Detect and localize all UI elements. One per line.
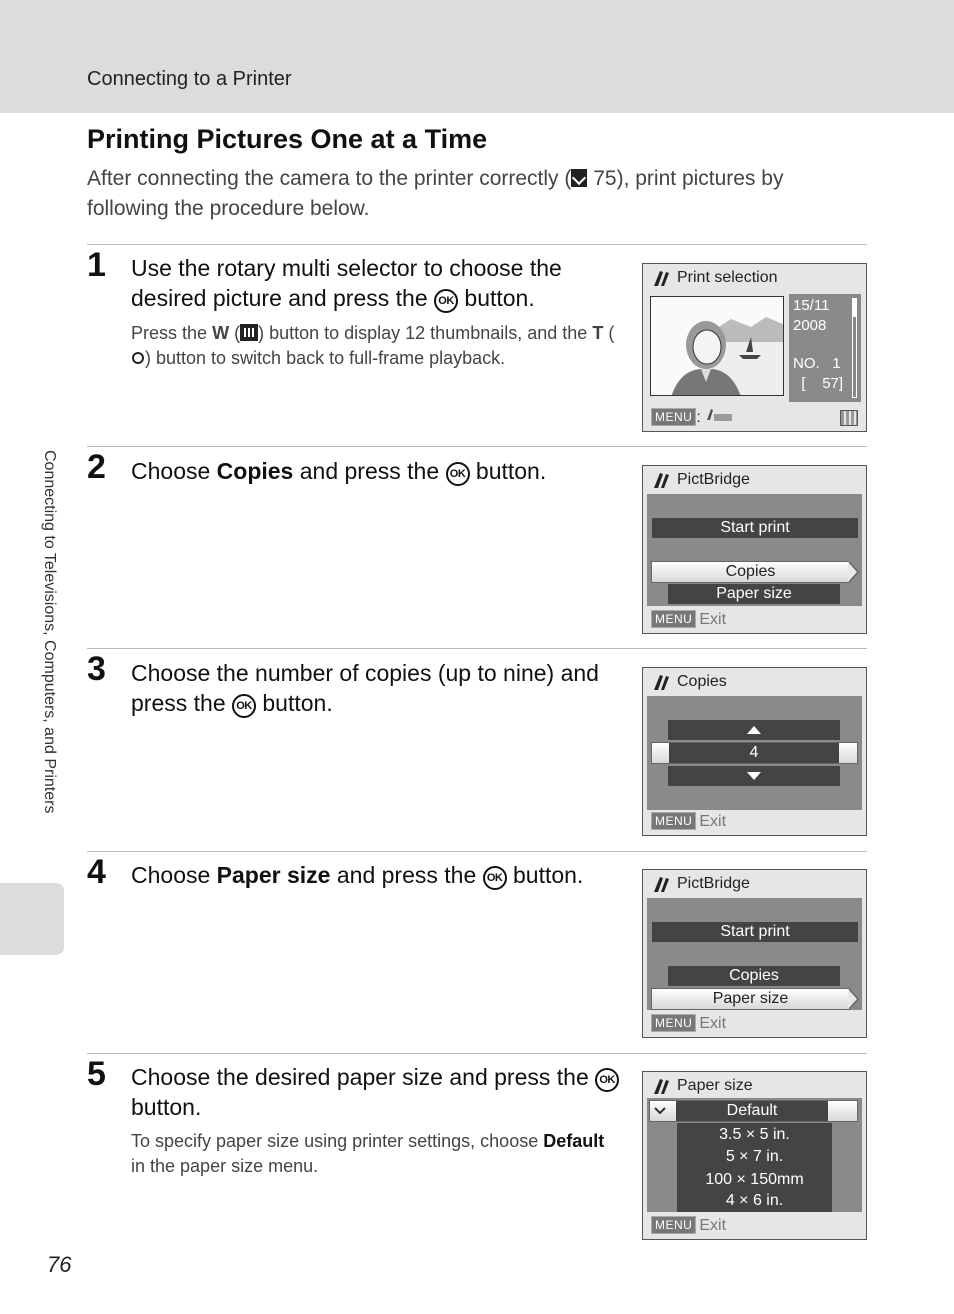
- w-zoom-label: W: [212, 323, 230, 343]
- step-1-text: Use the rotary multi selector to choose the desired picture and press the: [131, 255, 562, 311]
- pictbridge-icon: [652, 672, 670, 692]
- step-text-end: button.: [513, 862, 584, 888]
- screen-footer: [651, 1014, 726, 1033]
- section-label: Connecting to a Printer: [87, 68, 292, 90]
- step-keyword: Paper size: [216, 862, 331, 888]
- note-text: ) button to display 12 thumbnails, and the: [258, 323, 588, 343]
- screen-title: Print selection: [677, 269, 778, 286]
- menu-item-copies[interactable]: Copies: [668, 966, 840, 986]
- step-5-instruction: [131, 1062, 621, 1122]
- paper-size-option[interactable]: 5 × 7 in.: [725, 1148, 784, 1165]
- exit-label: Exit: [699, 813, 727, 830]
- copies-value: 4: [669, 743, 839, 763]
- step-1-text-end: button.: [464, 285, 535, 311]
- step-divider: [87, 244, 867, 245]
- ok-button-icon: OK: [434, 289, 458, 313]
- thumbnail-photo: [650, 296, 784, 396]
- menu-item-start-print[interactable]: Start print: [652, 922, 858, 942]
- portrait-photo-icon: [651, 297, 784, 396]
- paper-size-list: [647, 1098, 862, 1212]
- step-text: and press the: [336, 862, 477, 888]
- pictbridge-icon: [652, 470, 670, 490]
- menu-panel: [647, 898, 862, 1010]
- page-number: 76: [47, 1252, 72, 1277]
- exit-label: Exit: [699, 1015, 727, 1032]
- step-text-end: button.: [131, 1094, 202, 1120]
- screen-footer: [651, 1216, 726, 1235]
- step-divider: [87, 648, 867, 649]
- print-count-bracket: [: [801, 375, 806, 392]
- magnify-icon: [132, 352, 144, 364]
- ok-button-icon: OK: [595, 1068, 619, 1092]
- step-number: 3: [87, 650, 106, 688]
- copies-panel: [647, 696, 862, 810]
- paper-size-option[interactable]: 4 × 6 in.: [725, 1192, 784, 1209]
- intro-text-end: ), print pictures by following the procedure below.: [87, 167, 784, 220]
- t-zoom-label: T: [592, 323, 604, 343]
- step-text: and press the: [299, 458, 440, 484]
- camera-screen-print-selection: [642, 263, 867, 432]
- thumbnail-grid-icon: [840, 410, 858, 426]
- side-chapter-label: [36, 450, 66, 870]
- menu-item-start-print[interactable]: Start print: [652, 518, 858, 538]
- selection-arrow-icon: [849, 988, 859, 1010]
- menu-panel: [647, 494, 862, 606]
- step-3-instruction: [131, 658, 621, 718]
- increase-button[interactable]: [668, 720, 840, 740]
- step-text-end: button.: [475, 458, 547, 484]
- step-number: 4: [87, 853, 106, 891]
- menu-button-icon: MENU: [651, 1014, 696, 1032]
- paper-size-option[interactable]: 100 × 150mm: [705, 1171, 804, 1188]
- menu-button-icon: MENU: [651, 610, 696, 628]
- print-year: 2008: [793, 317, 827, 334]
- arrow-down-icon: [747, 772, 761, 780]
- menu-item-paper-size[interactable]: Paper size: [651, 988, 850, 1010]
- step-number: 5: [87, 1055, 106, 1093]
- thumbnail-icon: [240, 324, 258, 341]
- step-1-instruction: [131, 253, 621, 313]
- ok-button-icon: OK: [446, 462, 470, 486]
- camera-screen-pictbridge-copies: [642, 465, 867, 634]
- footer-separator: :: [696, 409, 701, 426]
- selection-arrow-icon: [849, 561, 859, 583]
- camera-screen-pictbridge-paper-size: [642, 869, 867, 1038]
- page-title: Printing Pictures One at a Time: [87, 124, 488, 154]
- screen-title: PictBridge: [677, 471, 750, 488]
- paper-size-default-row[interactable]: [649, 1100, 858, 1122]
- pictbridge-icon: [652, 874, 670, 894]
- menu-button-icon: MENU: [651, 812, 696, 830]
- step-number: 1: [87, 246, 106, 284]
- step-divider: [87, 1053, 867, 1054]
- step-text: Choose the desired paper size and press the: [131, 1064, 589, 1090]
- side-chapter-tab: [0, 883, 64, 955]
- chevron-down-icon: [654, 1107, 666, 1115]
- step-text: Choose: [131, 862, 211, 888]
- print-count-value: 57]: [822, 375, 844, 392]
- step-divider: [87, 851, 867, 852]
- intro-paragraph: [87, 164, 847, 224]
- step-text: Choose: [131, 458, 211, 484]
- print-number-row: [793, 354, 857, 374]
- side-chapter-text: Connecting to Televisions, Computers, and Printers: [41, 450, 58, 814]
- step-4-instruction: [131, 860, 621, 890]
- exit-label: Exit: [699, 611, 727, 628]
- intro-text: After connecting the camera to the printer correctly (: [87, 167, 572, 190]
- note-keyword: Default: [543, 1131, 605, 1151]
- screen-title: PictBridge: [677, 875, 750, 892]
- note-text: ) button to switch back to full-frame playback.: [145, 348, 506, 368]
- print-date: 15/11: [793, 297, 830, 314]
- step-text-end: button.: [262, 690, 333, 716]
- step-1-note: [131, 321, 621, 371]
- pictbridge-icon: [652, 268, 670, 288]
- step-number: 2: [87, 448, 106, 486]
- screen-footer: [651, 406, 733, 427]
- pictbridge-icon: [652, 1076, 670, 1096]
- screen-title: Copies: [677, 673, 727, 690]
- step-keyword: Copies: [216, 458, 294, 484]
- screen-footer: [651, 610, 726, 629]
- print-menu-icon: [705, 406, 733, 422]
- header-band: [0, 0, 954, 113]
- exit-label: Exit: [699, 1217, 727, 1234]
- print-count-row: [793, 374, 857, 394]
- print-number-value: 1: [832, 355, 841, 372]
- copies-value-box[interactable]: [651, 742, 858, 764]
- arrow-up-icon: [747, 726, 761, 734]
- scrollbar[interactable]: [852, 298, 857, 398]
- paper-size-options: [677, 1123, 832, 1212]
- camera-screen-copies: [642, 667, 867, 836]
- page-reference-number: 75: [593, 167, 617, 190]
- note-text: To specify paper size using printer settings, choose: [131, 1131, 539, 1151]
- step-text: Choose the number of copies (up to nine) and press the: [131, 660, 599, 716]
- screen-footer: [651, 812, 726, 831]
- note-paren: (: [608, 323, 615, 343]
- print-number-label: NO.: [793, 355, 820, 372]
- note-text: in the paper size menu.: [131, 1156, 319, 1176]
- paper-size-option[interactable]: 3.5 × 5 in.: [719, 1126, 790, 1143]
- decrease-button[interactable]: [668, 766, 840, 786]
- menu-item-copies[interactable]: Copies: [651, 561, 850, 583]
- screen-title: Paper size: [677, 1077, 753, 1094]
- step-2-instruction: [131, 456, 621, 486]
- menu-button-icon: MENU: [651, 408, 696, 426]
- step-divider: [87, 446, 867, 447]
- step-5-note: [131, 1129, 621, 1179]
- ok-button-icon: OK: [483, 866, 507, 890]
- photo-info-panel: [789, 294, 861, 402]
- page-reference-icon: [571, 169, 587, 187]
- ok-button-icon: OK: [232, 694, 256, 718]
- menu-item-paper-size[interactable]: Paper size: [668, 584, 840, 604]
- camera-screen-paper-size: [642, 1071, 867, 1240]
- note-paren: (: [234, 323, 241, 343]
- paper-size-default: Default: [676, 1101, 828, 1121]
- menu-button-icon: MENU: [651, 1216, 696, 1234]
- note-text: Press the: [131, 323, 208, 343]
